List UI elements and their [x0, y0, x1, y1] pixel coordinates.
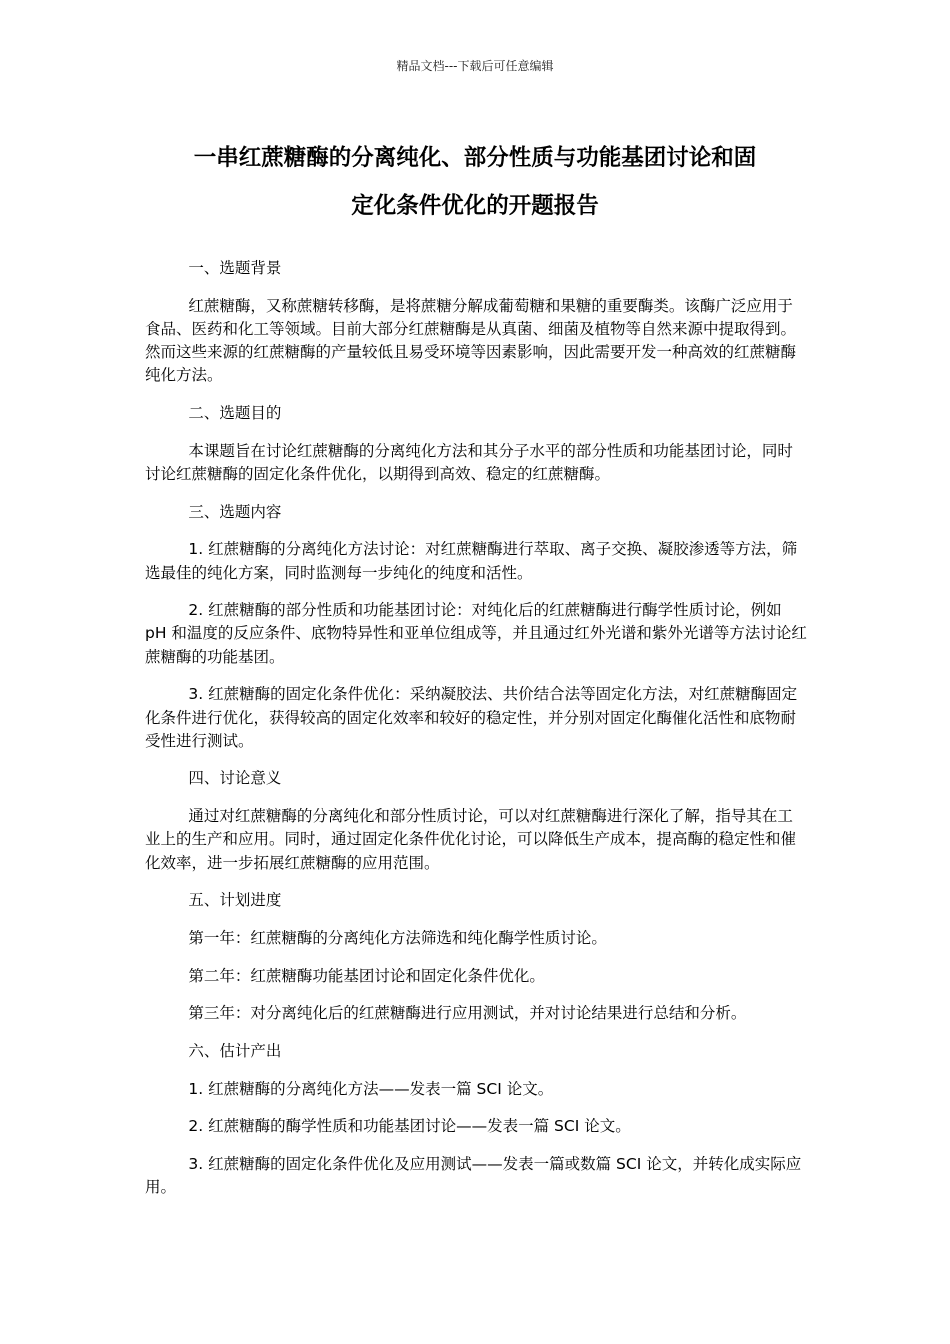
schedule-item-1: 第一年：红蔗糖酶的分离纯化方法筛选和纯化酶学性质讨论。 — [188, 928, 607, 947]
output-item-1: 1. 红蔗糖酶的分离纯化方法——发表一篇 SCI 论文。 — [188, 1079, 554, 1098]
section-heading-schedule: 五、计划进度 — [188, 891, 282, 910]
content-item-1: 1. 红蔗糖酶的分离纯化方法讨论：对红蔗糖酶进行萃取、离子交换、凝胶渗透等方法，筛选最佳的纯化方案，同时监测每一步纯化的纯度和活性。 — [145, 540, 798, 582]
output-item-2: 2. 红蔗糖酶的酶学性质和功能基团讨论——发表一篇 SCI 论文。 — [188, 1117, 631, 1136]
significance-paragraph: 通过对红蔗糖酶的分离纯化和部分性质讨论，可以对红蔗糖酶进行深化了解，指导其在工业上的生产和应用。同时，通过固定化条件优化讨论，可以降低生产成本，提高酶的稳定性和催化效率，进一步拓展红蔗糖酶的应用范围。 — [145, 807, 797, 872]
background-paragraph: 红蔗糖酶，又称蔗糖转移酶，是将蔗糖分解成葡萄糖和果糖的重要酶类。该酶广泛应用于食品、医药和化工等领域。目前大部分红蔗糖酶是从真菌、细菌及植物等自然来源中提取得到。然而这些来源的红蔗糖酶的产量较低且易受环境等因素影响，因此需要开发一种高效的红蔗糖酶纯化方法。 — [145, 296, 797, 385]
section-heading-outputs: 六、估计产出 — [188, 1042, 282, 1061]
document-body — [145, 257, 807, 1214]
title-line-2: 定化条件优化的开题报告 — [351, 193, 599, 219]
section-heading-background: 一、选题背景 — [188, 259, 282, 277]
section-heading-content: 三、选题内容 — [188, 502, 282, 521]
purpose-paragraph: 本课题旨在讨论红蔗糖酶的分离纯化方法和其分子水平的部分性质和功能基团讨论，同时讨论红蔗糖酶的固定化条件优化，以期得到高效、稳定的红蔗糖酶。 — [145, 441, 793, 483]
title-line-1: 一串红蔗糖酶的分离纯化、部分性质与功能基团讨论和固 — [193, 145, 757, 171]
content-item-2: 2. 红蔗糖酶的部分性质和功能基团讨论：对纯化后的红蔗糖酶进行酶学性质讨论，例如 pH 和温度的反应条件、底物特异性和亚单位组成等，并且通过红外光谱和紫外光谱等方法讨论红蔗糖酶的功能基团。 — [145, 601, 807, 666]
page-header-note: 精品文档---下载后可任意编辑 — [396, 59, 554, 73]
section-heading-purpose: 二、选题目的 — [188, 404, 282, 423]
section-heading-significance: 四、讨论意义 — [188, 769, 282, 788]
content-item-3: 3. 红蔗糖酶的固定化条件优化：采纳凝胶法、共价结合法等固定化方法，对红蔗糖酶固定化条件进行优化，获得较高的固定化效率和较好的稳定性，并分别对固定化酶催化活性和底物耐受性进行测试。 — [145, 685, 798, 750]
document-title — [140, 134, 810, 230]
schedule-item-2: 第二年：红蔗糖酶功能基团讨论和固定化条件优化。 — [188, 966, 545, 985]
output-item-3: 3. 红蔗糖酶的固定化条件优化及应用测试——发表一篇或数篇 SCI 论文，并转化成实际应用。 — [145, 1155, 802, 1197]
schedule-item-3: 第三年：对分离纯化后的红蔗糖酶进行应用测试，并对讨论结果进行总结和分析。 — [188, 1004, 747, 1023]
